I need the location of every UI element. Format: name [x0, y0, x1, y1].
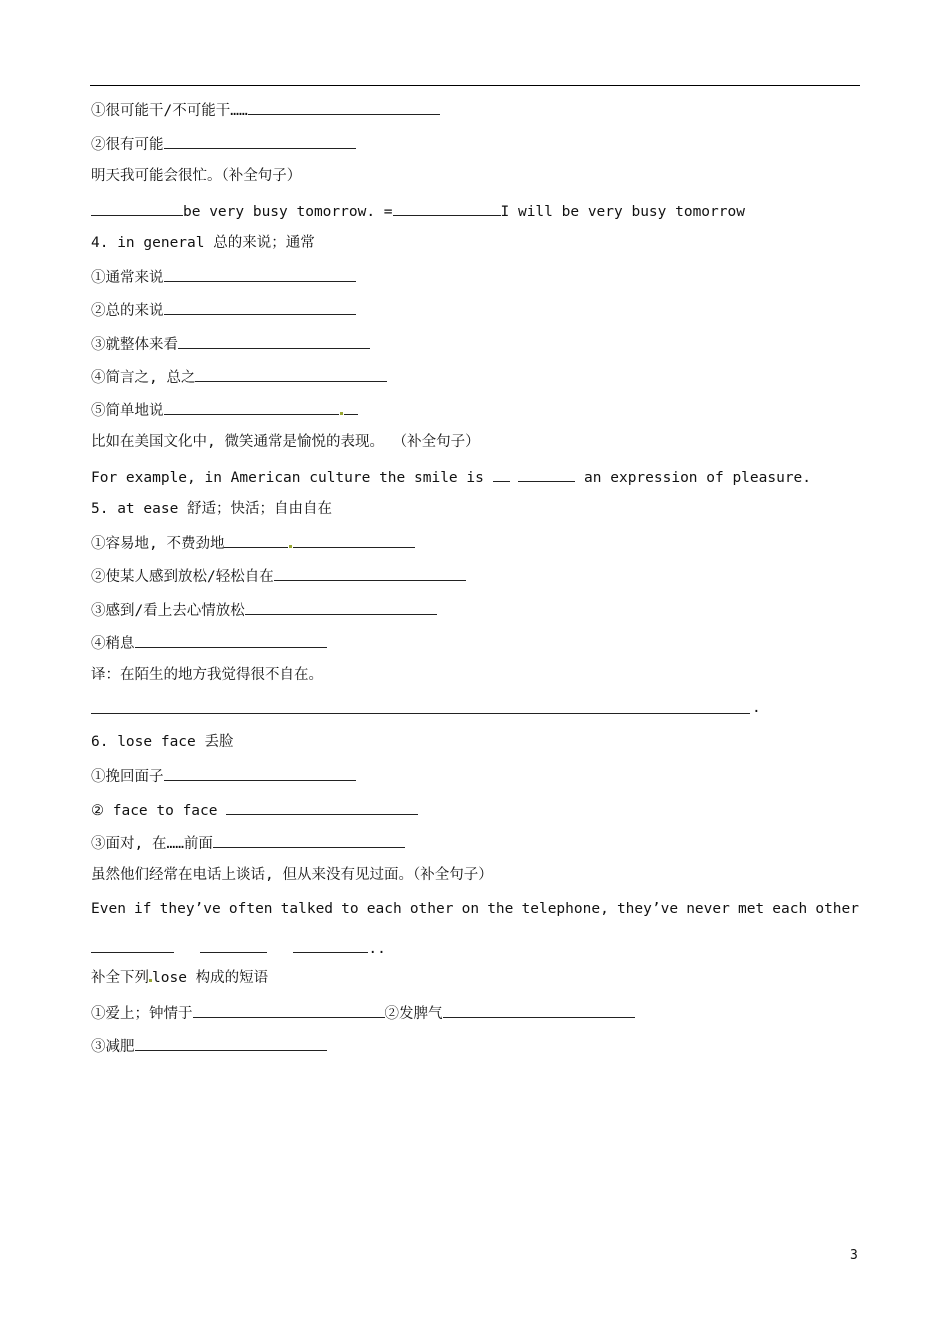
section-heading: 5. at ease 舒适；快活；自由自在 — [91, 501, 333, 517]
answer-blank[interactable] — [213, 832, 405, 848]
phrase-item — [91, 1035, 327, 1055]
mark-dot — [340, 412, 343, 415]
sentence-word: other — [815, 901, 859, 917]
sentence-word: if — [134, 901, 152, 917]
translation-answer-line[interactable] — [91, 713, 750, 714]
prompt-text: lose 构成的短语 — [152, 970, 269, 986]
answer-blank[interactable] — [195, 366, 387, 382]
sentence-word: they’ve — [616, 901, 679, 917]
answer-blank[interactable] — [164, 399, 339, 415]
phrase-label: ③就整体来看 — [91, 337, 178, 353]
sentence-word: each — [366, 901, 402, 917]
phrase-label: ④稍息 — [91, 636, 135, 652]
translation-prompt: 比如在美国文化中, 微笑通常是愉悦的表现。 （补全句子） — [91, 434, 480, 450]
answer-blank[interactable] — [164, 765, 356, 781]
phrase-label: ②总的来说 — [91, 303, 164, 319]
sentence-word: met — [737, 901, 765, 917]
translation-prompt: 译：在陌生的地方我觉得很不自在。 — [91, 667, 323, 683]
sentence-text: For example, in American culture the smile is — [91, 470, 484, 486]
phrase-label: ①通常来说 — [91, 270, 164, 286]
answer-blank[interactable] — [344, 399, 358, 415]
phrase-label: ②使某人感到放松/轻松自在 — [91, 569, 274, 585]
phrase-item — [91, 832, 405, 852]
translation-prompt: 虽然他们经常在电话上谈话, 但从来没有见过面。（补全句子） — [91, 867, 493, 883]
answer-blank[interactable] — [248, 99, 440, 115]
answer-blank[interactable] — [164, 266, 356, 282]
header-rule — [90, 85, 860, 86]
phrase-label: ③感到/看上去心情放松 — [91, 603, 245, 619]
phrase-item — [91, 532, 415, 552]
phrase-label: ③面对, 在……前面 — [91, 836, 213, 852]
sentence-word: each — [772, 901, 808, 917]
answer-blank[interactable] — [91, 937, 174, 953]
phrase-item — [91, 266, 356, 286]
answer-period: . — [752, 700, 761, 716]
sentence-word: telephone, — [521, 901, 609, 917]
sentence-word: never — [686, 901, 730, 917]
phrase-item — [91, 799, 418, 819]
phrase-item — [91, 565, 466, 585]
answer-blank[interactable] — [164, 299, 356, 315]
sentence-word: other — [409, 901, 454, 917]
phrase-item — [91, 99, 440, 119]
answer-blank[interactable] — [518, 466, 575, 482]
translation-prompt: 明天我可能会很忙。（补全句子） — [91, 168, 302, 184]
phrase-task-prompt — [91, 968, 268, 988]
answer-blank[interactable] — [245, 599, 437, 615]
answer-blank[interactable] — [178, 333, 370, 349]
phrase-item-row — [91, 1002, 635, 1022]
sentence-word: the — [487, 901, 514, 917]
phrase-item — [91, 599, 437, 619]
answer-blank[interactable] — [135, 1035, 327, 1051]
sentence-text: I will be very busy tomorrow — [500, 204, 745, 220]
sentence-word: talked — [280, 901, 334, 917]
fill-in-sentence-continuation — [91, 937, 386, 957]
answer-blank[interactable] — [493, 466, 510, 482]
answer-blank[interactable] — [135, 632, 327, 648]
phrase-label: ② face to face — [91, 803, 218, 819]
sentence-word: Even — [91, 901, 126, 917]
phrase-label: ①爱上；钟情于 — [91, 1006, 193, 1022]
fill-in-sentence — [91, 899, 859, 919]
sentence-text: an expression of pleasure. — [584, 470, 812, 486]
sentence-text: be very busy tomorrow. = — [183, 204, 393, 220]
answer-blank[interactable] — [226, 799, 418, 815]
phrase-label: ②很有可能 — [91, 137, 164, 153]
fill-in-sentence — [91, 466, 811, 486]
phrase-label: ③减肥 — [91, 1039, 135, 1055]
answer-blank[interactable] — [193, 1002, 385, 1018]
sentence-word: to — [341, 901, 359, 917]
answer-blank[interactable] — [293, 937, 368, 953]
page-number: 3 — [850, 1248, 858, 1263]
answer-blank[interactable] — [200, 937, 267, 953]
sentence-word: often — [228, 901, 273, 917]
phrase-label: ①很可能干/不可能干…… — [91, 103, 248, 119]
phrase-item — [91, 765, 356, 785]
phrase-item — [91, 366, 387, 386]
section-heading: 6. lose face 丢脸 — [91, 734, 234, 750]
sentence-word: they’ve — [159, 901, 221, 917]
phrase-item — [91, 133, 356, 153]
phrase-item — [91, 333, 370, 353]
answer-blank[interactable] — [443, 1002, 635, 1018]
sentence-word: on — [461, 901, 480, 917]
phrase-item — [91, 399, 358, 419]
phrase-label: ①挽回面子 — [91, 769, 164, 785]
phrase-label: ①容易地, 不费劲地 — [91, 536, 225, 552]
answer-blank[interactable] — [393, 200, 501, 216]
answer-blank[interactable] — [224, 532, 288, 548]
phrase-item — [91, 632, 327, 652]
answer-blank[interactable] — [164, 133, 356, 149]
sentence-ending: .. — [368, 941, 386, 957]
answer-blank[interactable] — [293, 532, 415, 548]
prompt-text: 补全下列 — [91, 970, 149, 986]
phrase-label: ②发脾气 — [384, 1006, 443, 1022]
section-heading: 4. in general 总的来说；通常 — [91, 235, 315, 251]
mark-dot — [289, 545, 292, 548]
phrase-label: ⑤简单地说 — [91, 403, 164, 419]
phrase-item — [91, 299, 356, 319]
answer-blank[interactable] — [274, 565, 466, 581]
fill-in-sentence — [91, 200, 745, 220]
phrase-label: ④简言之, 总之 — [91, 370, 196, 386]
answer-blank[interactable] — [91, 200, 183, 216]
